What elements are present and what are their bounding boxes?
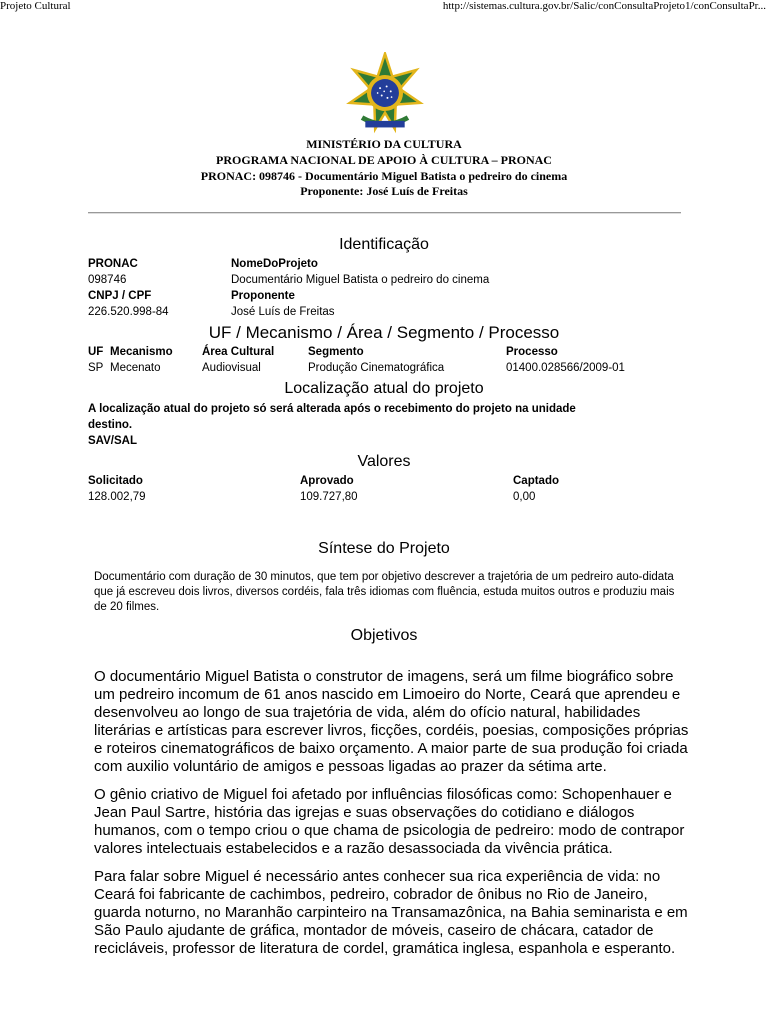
- valores-title: Valores: [357, 453, 411, 470]
- mecanismo-header: Mecanismo: [110, 346, 173, 358]
- uf-section-title: UF / Mecanismo / Área / Segmento / Processo: [208, 323, 560, 342]
- pronac-line: [0, 169, 768, 184]
- objetivos-title: Objetivos: [350, 627, 418, 644]
- pronac-label: PRONAC: [88, 258, 138, 270]
- proponente-value: José Luís de Freitas: [231, 306, 335, 318]
- objetivos-paragraph-1: O documentário Miguel Batista o construtor de imagens, será um filme biográfico sobre um pedreiro incomum de 61 anos nascido em Limoeiro do Norte, Ceará que aprendeu e desenvolveu ao longo de sua trajetória de vida, além do ofício natural, habilidades literárias e artísticas para escrever livros, ficções, cordéis, poesias, composições próprias e roteiros cinematográficos de baixo orçamento. A maior parte de sua produção foi criada com auxilio voluntário de amigos e pessoas ligadas ao prazer da sétima arte.: [94, 668, 689, 775]
- captado-value: 0,00: [513, 491, 536, 503]
- cnpj-label: CNPJ / CPF: [88, 290, 152, 302]
- localizacao-notice-line1: A localização atual do projeto só será alterada após o recebimento do projeto na unidade: [88, 403, 576, 415]
- identificacao-title: Identificação: [339, 236, 429, 253]
- objetivos-paragraph-3: Para falar sobre Miguel é necessário antes conhecer sua rica experiência de vida: no Ceará foi fabricante de cachimbos, pedreiro, cobrador de ônibus no Rio de Janeiro, guarda noturno, no Maranhão carpinteiro na Transamazônica, na Bahia seminarista e em São Paulo ajudante de gráfica, montador de móveis, caseiro de chácara, catador de recicláveis, professor de literatura de cordel, gramática inglesa, espanhola e esperanto.: [94, 868, 688, 957]
- nome-projeto-value: Documentário Miguel Batista o pedreiro do cinema: [231, 274, 490, 286]
- proponente-line: [0, 184, 768, 199]
- solicitado-label: Solicitado: [88, 475, 143, 487]
- page-header-url: http://sistemas.cultura.gov.br/Salic/conConsultaProjeto1/conConsultaPr...: [442, 0, 766, 12]
- emblem-ribbon: [365, 121, 404, 128]
- objetivos-text: [94, 668, 694, 958]
- area-header: Área Cultural: [202, 346, 275, 358]
- emblem-shield: [371, 79, 399, 107]
- pronac-line-label: PRONAC: [200, 169, 253, 183]
- pronac-line-value: : 098746 - Documentário Miguel Batista o pedreiro do cinema: [252, 169, 568, 183]
- proponente-line-label: Proponente: [300, 184, 360, 198]
- area-value: Audiovisual: [202, 362, 261, 374]
- aprovado-value: 109.727,80: [300, 491, 358, 503]
- processo-header: Processo: [506, 346, 558, 358]
- proponente-label: Proponente: [231, 290, 295, 302]
- segmento-value: Produção Cinematográfica: [308, 362, 445, 374]
- uf-header: UF: [88, 346, 104, 358]
- localizacao-notice-line2: destino.: [88, 419, 133, 431]
- nome-projeto-label: NomeDoProjeto: [231, 258, 318, 270]
- sintese-text: Documentário com duração de 30 minutos, que tem por objetivo descrever a trajetória de um pedreiro auto-didata que já escreveu dois livros, diversos cordéis, fala três idiomas com fluência, estuda muitos outros e produziu mais de 20 filmes.: [94, 571, 675, 613]
- captado-label: Captado: [513, 475, 559, 487]
- solicitado-value: 128.002,79: [88, 491, 146, 503]
- aprovado-label: Aprovado: [300, 475, 354, 487]
- segmento-header: Segmento: [308, 346, 364, 358]
- page-header-title: Projeto Cultural: [0, 0, 71, 12]
- proponente-line-value: : José Luís de Freitas: [359, 184, 468, 198]
- sintese-title: Síntese do Projeto: [318, 540, 450, 557]
- ministry-title: MINISTÉRIO DA CULTURA: [306, 137, 462, 151]
- pronac-value: 098746: [88, 274, 127, 286]
- brazil-coat-of-arms-icon: [344, 52, 426, 134]
- localizacao-title: Localização atual do projeto: [284, 380, 484, 397]
- uf-value: SP: [88, 362, 104, 374]
- mecanismo-value: Mecenato: [110, 362, 161, 374]
- cnpj-value: 226.520.998-84: [88, 306, 169, 318]
- processo-value: 01400.028566/2009-01: [506, 362, 625, 374]
- localizacao-unit: SAV/SAL: [88, 435, 137, 447]
- objetivos-paragraph-2: O gênio criativo de Miguel foi afetado por influências filosóficas como: Schopenhauer e Jean Paul Sartre, história das igrejas e suas observações do cotidiano e diálogos humanos, com o tempo criou o que chama de psicologia de pedreiro: modo de contrapor valores intelectuais estabelecidos e a razão desassociada da vivência prática.: [94, 786, 685, 857]
- program-title: PROGRAMA NACIONAL DE APOIO À CULTURA – PRONAC: [216, 153, 552, 167]
- header-divider: [88, 212, 681, 214]
